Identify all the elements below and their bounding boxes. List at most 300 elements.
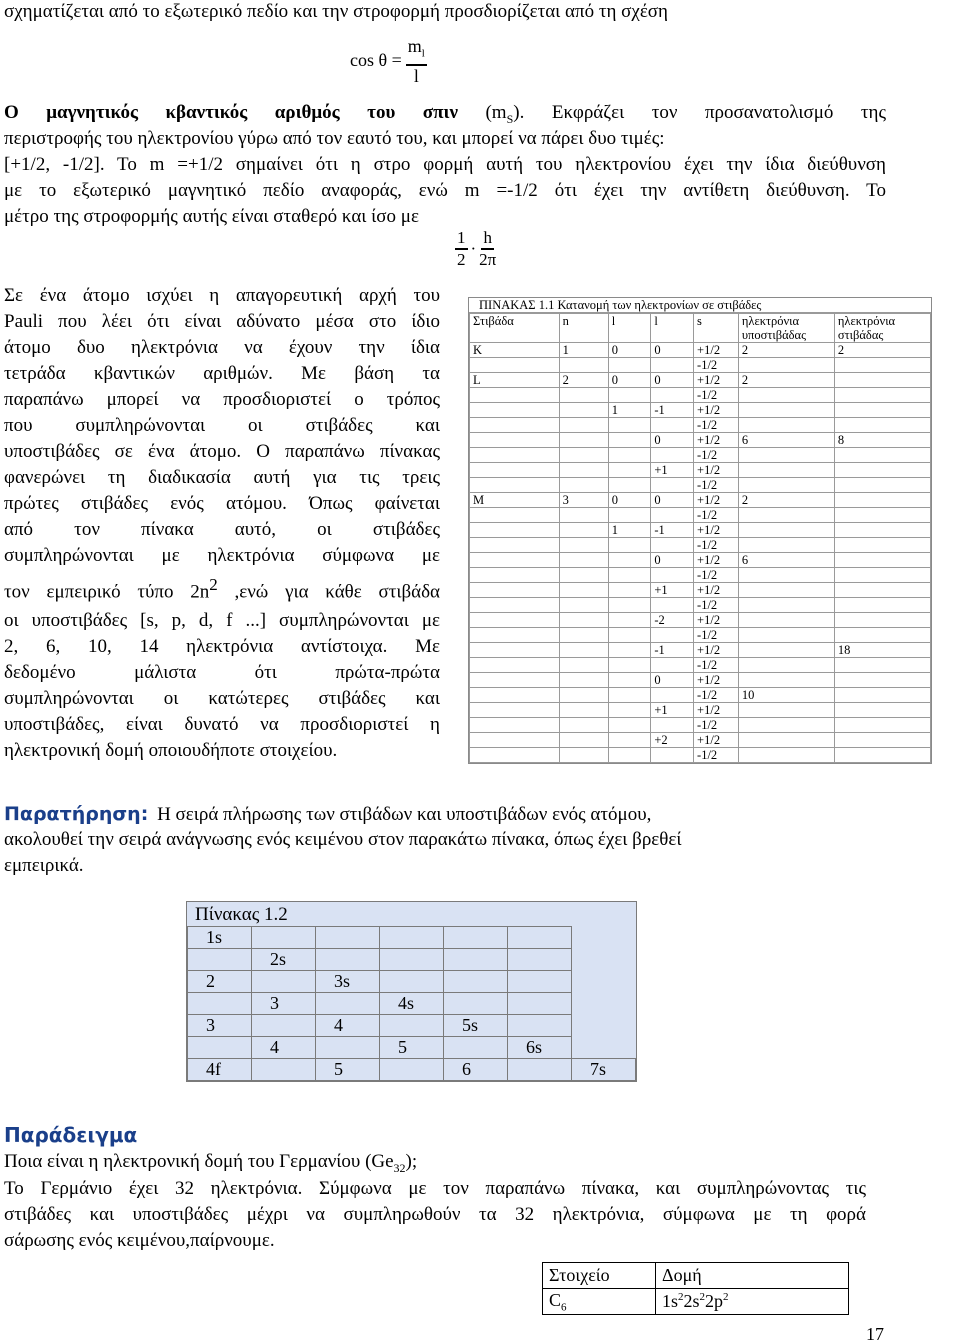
table11-cell bbox=[470, 388, 560, 403]
table11-cell: 6 bbox=[738, 433, 834, 448]
table11-cell bbox=[608, 463, 651, 478]
table12-cell: 6 bbox=[444, 1059, 508, 1081]
table-row bbox=[470, 718, 931, 733]
table-row bbox=[188, 971, 636, 993]
table11-cell: +1/2 bbox=[694, 433, 739, 448]
pauli-paragraph bbox=[4, 283, 440, 764]
table11-cell bbox=[559, 463, 608, 478]
table11-cell bbox=[470, 463, 560, 478]
table11-cell: -1/2 bbox=[694, 358, 739, 373]
pauli-line-b-1: οι υποστιβάδες [s, p, d, f ...] συμπληρώνονται με bbox=[4, 610, 440, 632]
table11-cell bbox=[608, 448, 651, 463]
table11-cell bbox=[470, 703, 560, 718]
table11-cell bbox=[834, 493, 930, 508]
table11-cell bbox=[608, 748, 651, 763]
table-element-structure bbox=[542, 1262, 849, 1315]
table11-cell: L bbox=[470, 373, 560, 388]
table11-cell bbox=[834, 538, 930, 553]
table11-cell: +1/2 bbox=[694, 463, 739, 478]
table11-cell bbox=[834, 448, 930, 463]
table11-cell bbox=[608, 598, 651, 613]
formula-numerator: $m_l$ bbox=[406, 36, 427, 66]
header-element: Στοιχείο bbox=[543, 1263, 656, 1289]
table11-cell bbox=[651, 658, 694, 673]
table11-cell bbox=[738, 448, 834, 463]
table11-cell bbox=[559, 583, 608, 598]
table11-cell: +1/2 bbox=[694, 343, 739, 358]
example-question: Ποια είναι η ηλεκτρονική δομή του Γερμανίου $(Ge_{32})$; bbox=[4, 1151, 418, 1175]
table-row bbox=[188, 1059, 636, 1081]
table11-cell bbox=[559, 748, 608, 763]
table11-cell: 0 bbox=[651, 553, 694, 568]
table12-cell: 4f bbox=[188, 1059, 252, 1081]
table-row bbox=[470, 598, 931, 613]
table-row bbox=[470, 358, 931, 373]
table12-cell: 5 bbox=[316, 1059, 380, 1081]
table12-cell bbox=[444, 927, 508, 949]
table12-cell: 3s bbox=[316, 971, 380, 993]
table11-cell bbox=[738, 733, 834, 748]
table11-cell: -1/2 bbox=[694, 388, 739, 403]
table11-cell bbox=[470, 598, 560, 613]
table11-cell bbox=[834, 388, 930, 403]
table11-cell bbox=[651, 718, 694, 733]
table11-cell: +1/2 bbox=[694, 553, 739, 568]
table-row bbox=[470, 343, 931, 358]
table11-cell bbox=[738, 523, 834, 538]
table11-cell: -2 bbox=[651, 613, 694, 628]
table11-cell bbox=[834, 568, 930, 583]
table11-cell bbox=[470, 448, 560, 463]
table11-cell bbox=[834, 418, 930, 433]
table11-cell bbox=[559, 358, 608, 373]
table11-cell bbox=[608, 358, 651, 373]
table11-cell bbox=[738, 658, 834, 673]
table12-cell bbox=[188, 949, 252, 971]
table11-cell bbox=[608, 673, 651, 688]
table11-header-cell: l bbox=[608, 314, 651, 343]
table11-cell bbox=[559, 568, 608, 583]
table11-cell bbox=[608, 703, 651, 718]
table12-cell bbox=[316, 1037, 380, 1059]
table11-cell: 3 bbox=[559, 493, 608, 508]
table11-cell: +1/2 bbox=[694, 583, 739, 598]
table12-cell: 4 bbox=[252, 1037, 316, 1059]
table11-header-cell: n bbox=[559, 314, 608, 343]
table11-cell: K bbox=[470, 343, 560, 358]
table11-cell bbox=[738, 403, 834, 418]
table11-cell bbox=[470, 538, 560, 553]
table11-cell bbox=[470, 358, 560, 373]
table11-cell: -1/2 bbox=[694, 418, 739, 433]
table11-cell: 6 bbox=[738, 553, 834, 568]
table11-cell bbox=[470, 718, 560, 733]
table11-cell: -1/2 bbox=[694, 688, 739, 703]
table11-header-cell: Στιβάδα bbox=[470, 314, 560, 343]
table-row bbox=[470, 508, 931, 523]
table11-cell bbox=[608, 688, 651, 703]
table11-cell: 0 bbox=[651, 673, 694, 688]
table-row bbox=[470, 673, 931, 688]
pauli-formula-line: τον εμπειρικό τύπο $2n^2$ ,ενώ για κάθε στιβάδα bbox=[4, 575, 440, 603]
table12-cell bbox=[444, 949, 508, 971]
table12-cell bbox=[316, 927, 380, 949]
table11-cell bbox=[470, 583, 560, 598]
table12-cell bbox=[380, 927, 444, 949]
pauli-line-4: τετράδα κβαντικών αριθμών. Με βάση τα bbox=[4, 363, 440, 384]
spin-formula: $\frac{1}{2}$ · $\frac{h}{2\pi}$ bbox=[457, 228, 497, 269]
table-row bbox=[470, 403, 931, 418]
table11-cell bbox=[834, 508, 930, 523]
example-heading: Παράδειγμα bbox=[4, 1123, 138, 1147]
table11-cell: 0 bbox=[651, 343, 694, 358]
table11-cell: 2 bbox=[738, 373, 834, 388]
table11-cell: 10 bbox=[738, 688, 834, 703]
spin-line-3: [+1/2, -1/2]. Το m =+1/2 σημαίνει ότι η στρο φορμή αυτή του ηλεκτρονίου έχει την ίδια διεύθυνση bbox=[4, 154, 886, 175]
table11-header-cell: ηλεκτρόνια υποστιβάδας bbox=[738, 314, 834, 343]
table11-cell bbox=[559, 703, 608, 718]
table12-cell: 2 bbox=[188, 971, 252, 993]
table12-cell bbox=[316, 949, 380, 971]
table-row bbox=[470, 643, 931, 658]
note-label: Παρατήρηση: bbox=[4, 803, 149, 825]
table11-cell bbox=[608, 613, 651, 628]
table11-cell bbox=[651, 388, 694, 403]
spin-line-5: μέτρο της στροφορμής αυτής είναι σταθερό και ίσο με bbox=[4, 206, 419, 227]
table12-cell: 6s bbox=[508, 1037, 572, 1059]
table12-cell: 5 bbox=[380, 1037, 444, 1059]
table12-cell bbox=[444, 993, 508, 1015]
note-line-3: εμπειρικά. bbox=[4, 855, 84, 876]
table11-cell bbox=[559, 388, 608, 403]
pauli-line-3: άτομο δυο ηλεκτρόνια να έχουν την ίδια bbox=[4, 337, 440, 358]
table11-cell bbox=[470, 478, 560, 493]
table11-cell bbox=[608, 478, 651, 493]
spin-term: Ο μαγνητικός κβαντικός αριθμός του σπιν bbox=[4, 102, 458, 123]
table11-cell bbox=[834, 613, 930, 628]
table11-cell bbox=[738, 748, 834, 763]
table12-cell bbox=[508, 1015, 572, 1037]
table11-cell bbox=[651, 598, 694, 613]
pauli-line-b-6: ηλεκτρονική δομή οποιουδήποτε στοιχείου. bbox=[4, 740, 338, 762]
table11-cell: 0 bbox=[608, 373, 651, 388]
table11-cell bbox=[651, 628, 694, 643]
table11-cell bbox=[559, 478, 608, 493]
table11-cell bbox=[834, 403, 930, 418]
pauli-line-11: συμπληρώνονται με ηλεκτρόνια σύμφωνα με bbox=[4, 545, 440, 566]
table11-cell: -1 bbox=[651, 643, 694, 658]
table-row bbox=[470, 493, 931, 508]
table-row bbox=[470, 703, 931, 718]
table11-cell bbox=[834, 553, 930, 568]
table11-cell: -1/2 bbox=[694, 478, 739, 493]
table11-cell bbox=[470, 613, 560, 628]
table11-cell bbox=[470, 523, 560, 538]
table11-cell: 2 bbox=[738, 343, 834, 358]
table11-cell bbox=[470, 508, 560, 523]
formula-fraction bbox=[406, 36, 427, 86]
table-row bbox=[188, 1015, 636, 1037]
table11-cell: -1/2 bbox=[694, 508, 739, 523]
table12-cell bbox=[252, 1015, 316, 1037]
table11-cell bbox=[608, 658, 651, 673]
table11-cell bbox=[470, 403, 560, 418]
table11-cell: +1/2 bbox=[694, 403, 739, 418]
header-structure: Δομή bbox=[656, 1263, 849, 1289]
table-row bbox=[470, 463, 931, 478]
table11-cell: 1 bbox=[608, 523, 651, 538]
table11-cell: 1 bbox=[559, 343, 608, 358]
table11-cell: -1 bbox=[651, 403, 694, 418]
table-row bbox=[188, 993, 636, 1015]
pauli-line-b-4: συμπληρώνονται οι κατώτερες στιβάδες και bbox=[4, 688, 440, 710]
table11-cell bbox=[834, 688, 930, 703]
table11-cell bbox=[834, 598, 930, 613]
table11-cell bbox=[559, 658, 608, 673]
table11-cell: 0 bbox=[608, 493, 651, 508]
table11-cell: +1 bbox=[651, 583, 694, 598]
table11-cell: -1/2 bbox=[694, 718, 739, 733]
table11-cell: +1/2 bbox=[694, 523, 739, 538]
spin-symbol: $(m_S)$. bbox=[485, 102, 525, 126]
spin-line-4: με το εξωτερικό μαγνητικό πεδίο αναφοράς, ενώ m =-1/2 ότι έχει την αντίθετη διεύθυνση. Το bbox=[4, 180, 886, 201]
table11-cell bbox=[559, 538, 608, 553]
table12-cell bbox=[188, 1037, 252, 1059]
table-row bbox=[470, 748, 931, 763]
table11-cell bbox=[470, 673, 560, 688]
table11-cell bbox=[559, 523, 608, 538]
table12-cell bbox=[316, 993, 380, 1015]
table12-cell bbox=[380, 1059, 444, 1081]
table12-cell bbox=[508, 971, 572, 993]
table12-caption: Πίνακας 1.2 bbox=[195, 904, 288, 925]
table11-cell bbox=[738, 358, 834, 373]
table11-cell bbox=[559, 598, 608, 613]
pauli-line-7: υποστιβάδες σε ένα άτομο. Ο παραπάνω πίνακας bbox=[4, 441, 440, 462]
table-row bbox=[470, 733, 931, 748]
table11-cell: 2 bbox=[559, 373, 608, 388]
table-row bbox=[470, 388, 931, 403]
table11-cell bbox=[559, 718, 608, 733]
table-row bbox=[470, 658, 931, 673]
table11-cell bbox=[559, 628, 608, 643]
table11-cell bbox=[738, 508, 834, 523]
table11-cell: +1 bbox=[651, 463, 694, 478]
table11-cell bbox=[834, 703, 930, 718]
table11-cell bbox=[559, 643, 608, 658]
table12-cell bbox=[252, 1059, 316, 1081]
table-row bbox=[470, 373, 931, 388]
example-line-2: στιβάδες και υποστιβάδες μέχρι να συμπληρωθούν τα 32 ηλεκτρόνια, σύμφωνα με τη φορά bbox=[4, 1204, 866, 1225]
table11-cell: -1 bbox=[651, 523, 694, 538]
table12-cell bbox=[380, 971, 444, 993]
table-row bbox=[470, 538, 931, 553]
table11-cell bbox=[738, 568, 834, 583]
table11-cell bbox=[608, 583, 651, 598]
pauli-line-9: πρώτες στιβάδες ενός ατόμου. Όπως φαίνεται bbox=[4, 493, 440, 514]
table11-cell bbox=[559, 403, 608, 418]
table12-cell bbox=[444, 1037, 508, 1059]
table11-cell: +1 bbox=[651, 703, 694, 718]
table11-cell bbox=[651, 568, 694, 583]
table11-cell bbox=[834, 628, 930, 643]
table-row bbox=[470, 478, 931, 493]
table11-cell bbox=[738, 628, 834, 643]
table-electron-distribution bbox=[468, 297, 932, 764]
table11-cell bbox=[738, 388, 834, 403]
table12-cell bbox=[444, 971, 508, 993]
table11-cell: +1/2 bbox=[694, 673, 739, 688]
h-2pi-fraction: $\frac{h}{2\pi}$ bbox=[479, 228, 497, 269]
table11-cell bbox=[834, 658, 930, 673]
table11-cell bbox=[651, 748, 694, 763]
pauli-line-2: Pauli που λέει ότι είναι αδύνατο μέσα στο ίδιο bbox=[4, 311, 440, 332]
table-row bbox=[188, 1037, 636, 1059]
example-line-3: σάρωσης ενός κειμένου,παίρνουμε. bbox=[4, 1230, 275, 1251]
table11-cell bbox=[651, 448, 694, 463]
table11-cell bbox=[608, 508, 651, 523]
table12-cell bbox=[508, 993, 572, 1015]
table11-cell bbox=[738, 418, 834, 433]
table-row bbox=[470, 553, 931, 568]
table11-cell bbox=[470, 628, 560, 643]
table12-cell: 4s bbox=[380, 993, 444, 1015]
table11-cell bbox=[738, 673, 834, 688]
pauli-line-b-3: δεδομένο μάλιστα ότι πρώτα-πρώτα bbox=[4, 662, 440, 684]
half-fraction: $\frac{1}{2}$ bbox=[457, 228, 466, 269]
table11-cell bbox=[738, 718, 834, 733]
table11-cell bbox=[834, 733, 930, 748]
table11-cell bbox=[738, 613, 834, 628]
table11-cell bbox=[470, 418, 560, 433]
table11-cell bbox=[608, 388, 651, 403]
table11-cell bbox=[470, 643, 560, 658]
table11-cell: -1/2 bbox=[694, 628, 739, 643]
table12-cell bbox=[508, 1059, 572, 1081]
table12-cell: 4 bbox=[316, 1015, 380, 1037]
table11-cell bbox=[608, 643, 651, 658]
table11-cell bbox=[559, 673, 608, 688]
pauli-line-1: Σε ένα άτομο ισχύει η απαγορευτική αρχή του bbox=[4, 285, 440, 306]
table11-header-cell: s bbox=[694, 314, 739, 343]
table11-cell: 18 bbox=[834, 643, 930, 658]
table11-cell bbox=[559, 418, 608, 433]
table11-cell: 2 bbox=[834, 343, 930, 358]
table11-cell bbox=[608, 718, 651, 733]
note-line-1: Παρατήρηση: Η σειρά πλήρωσης των στιβάδων και υποστιβάδων ενός ατόμου, bbox=[4, 803, 652, 825]
table11-cell bbox=[738, 478, 834, 493]
table11-cell bbox=[470, 568, 560, 583]
table11-cell bbox=[651, 478, 694, 493]
table11-cell bbox=[834, 373, 930, 388]
table-row bbox=[470, 583, 931, 598]
table11-cell bbox=[834, 523, 930, 538]
page-number: 17 bbox=[866, 1324, 884, 1344]
table-row bbox=[470, 523, 931, 538]
table11-cell bbox=[559, 553, 608, 568]
table-row bbox=[470, 418, 931, 433]
table11-cell: +1/2 bbox=[694, 733, 739, 748]
table11-cell bbox=[470, 433, 560, 448]
structure-cell: $1s^22s^22p^2$ bbox=[656, 1289, 849, 1315]
table11-cell bbox=[651, 418, 694, 433]
table11-cell: 0 bbox=[651, 493, 694, 508]
table-row bbox=[470, 613, 931, 628]
table11-cell: -1/2 bbox=[694, 598, 739, 613]
table11-cell: -1/2 bbox=[694, 448, 739, 463]
table11-cell bbox=[470, 553, 560, 568]
spin-line-1: Ο μαγνητικός κβαντικός αριθμός του σπιν $(m_S)$. Εκφράζει τον προσανατολισμό της bbox=[4, 102, 887, 126]
table12-cell bbox=[252, 971, 316, 993]
table11-cell: +1/2 bbox=[694, 643, 739, 658]
table11-cell bbox=[608, 418, 651, 433]
table11-cell: -1/2 bbox=[694, 568, 739, 583]
table12-cell: 2s bbox=[252, 949, 316, 971]
formula-lhs: cos θ = bbox=[350, 50, 402, 71]
table11-cell bbox=[470, 658, 560, 673]
table11-cell bbox=[559, 448, 608, 463]
table11-cell bbox=[559, 688, 608, 703]
table11-header-cell: ηλεκτρόνια στιβάδας bbox=[834, 314, 930, 343]
table11-cell bbox=[738, 538, 834, 553]
table11-cell bbox=[559, 508, 608, 523]
table-row bbox=[470, 628, 931, 643]
table11-cell bbox=[738, 598, 834, 613]
table12-cell: 1s bbox=[188, 927, 252, 949]
table11-cell bbox=[651, 538, 694, 553]
table12-cell: 5s bbox=[444, 1015, 508, 1037]
table11-cell bbox=[608, 568, 651, 583]
example-line-1: Το Γερμάνιο έχει 32 ηλεκτρόνια. Σύμφωνα με τον παραπάνω πίνακα, και συμπληρώνοντας τις bbox=[4, 1178, 866, 1199]
table11-cell: 8 bbox=[834, 433, 930, 448]
table12-cell: 7s bbox=[572, 1059, 636, 1081]
table12-cell: 3 bbox=[188, 1015, 252, 1037]
element-cell: $C_6$ bbox=[543, 1289, 656, 1315]
table-row bbox=[470, 448, 931, 463]
table11-cell: 2 bbox=[738, 493, 834, 508]
table11-cell: 0 bbox=[651, 433, 694, 448]
pauli-line-b-2: 2, 6, 10, 14 ηλεκτρόνια αντίστοιχα. Με bbox=[4, 636, 440, 658]
table11-cell bbox=[738, 463, 834, 478]
table-row bbox=[470, 568, 931, 583]
table11-header-cell: l bbox=[651, 314, 694, 343]
table12-cell bbox=[252, 927, 316, 949]
table11-cell bbox=[651, 358, 694, 373]
table11-cell bbox=[834, 478, 930, 493]
table11-cell bbox=[834, 583, 930, 598]
pauli-line-5: παραπάνω μπορεί να προσδιοριστεί ο τρόπος bbox=[4, 389, 440, 410]
table11-cell: 0 bbox=[608, 343, 651, 358]
intro-line: σχηματίζεται από το εξωτερικό πεδίο και την στροφορμή προσδιορίζεται από τη σχέση bbox=[4, 1, 668, 22]
cos-theta-formula bbox=[350, 36, 427, 86]
table11-cell bbox=[470, 733, 560, 748]
pauli-line-b-5: υποστιβάδες, είναι δυνατό να προσδιοριστεί η bbox=[4, 714, 440, 736]
table11-cell bbox=[651, 508, 694, 523]
table11-cell bbox=[834, 748, 930, 763]
table11-cell bbox=[834, 673, 930, 688]
table11-cell bbox=[559, 733, 608, 748]
pauli-line-6: που συμπληρώνονται οι στιβάδες και bbox=[4, 415, 440, 436]
table-row bbox=[188, 949, 636, 971]
formula-denominator: l bbox=[413, 65, 419, 86]
table11-cell bbox=[738, 703, 834, 718]
table-row bbox=[188, 927, 636, 949]
table11-cell bbox=[608, 733, 651, 748]
table11-caption: ΠΙΝΑΚΑΣ 1.1 Κατανομή των ηλεκτρονίων σε στιβάδες bbox=[469, 298, 931, 313]
table11-cell bbox=[651, 688, 694, 703]
table11-cell bbox=[608, 433, 651, 448]
table11-cell: M bbox=[470, 493, 560, 508]
